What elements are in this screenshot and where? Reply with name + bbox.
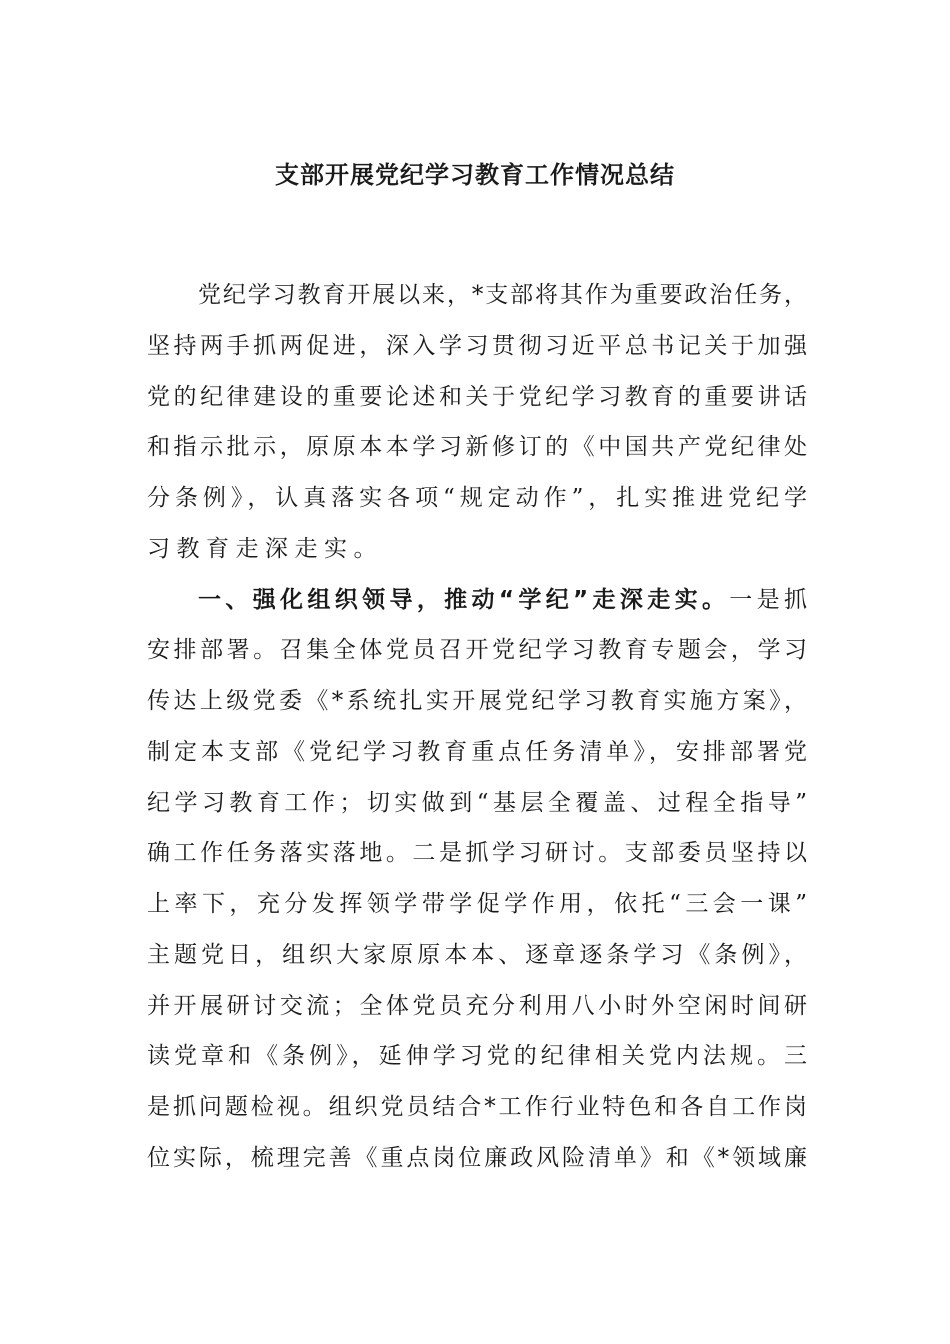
- paragraph-section-one: [147, 575, 807, 1184]
- paragraph-line: 主题党日，组织大家原原本本、逐章逐条学习《条例》，: [147, 941, 807, 968]
- paragraph-line: 习教育走深走实。: [147, 535, 383, 562]
- paragraph-line: 制定本支部《党纪学习教育重点任务清单》，安排部署党: [147, 738, 807, 765]
- paragraph-line: 安排部署。召集全体党员召开党纪学习教育专题会，学习: [147, 637, 807, 664]
- paragraph-line: 党纪学习教育开展以来，*支部将其作为重要政治任务，: [198, 282, 807, 308]
- paragraph-line: 位实际，梳理完善《重点岗位廉政风险清单》和《*领域廉: [147, 1144, 807, 1171]
- paragraph-intro: [147, 270, 807, 575]
- paragraph-line: 读党章和《条例》，延伸学习党的纪律相关党内法规。三: [147, 1043, 807, 1070]
- paragraph-line: 上率下，充分发挥领学带学促学作用，依托“三会一课”: [147, 891, 807, 917]
- paragraph-line: [147, 575, 807, 626]
- paragraph-line: 传达上级党委《*系统扎实开展党纪学习教育实施方案》，: [147, 688, 807, 714]
- paragraph-line: 党的纪律建设的重要论述和关于党纪学习教育的重要讲话: [147, 383, 807, 410]
- document-body: [147, 270, 807, 1184]
- paragraph-line: 纪学习教育工作；切实做到“基层全覆盖、过程全指导”: [147, 789, 807, 816]
- paragraph-line: 是抓问题检视。组织党员结合*工作行业特色和各自工作岗: [147, 1094, 807, 1120]
- section-heading-continuation: 一是抓: [729, 586, 808, 613]
- section-heading: 一、强化组织领导，推动“学纪”走深走实。: [198, 586, 730, 613]
- paragraph-line: 和指示批示，原原本本学习新修订的《中国共产党纪律处: [147, 434, 807, 461]
- document-title: 支部开展党纪学习教育工作情况总结: [275, 161, 675, 189]
- paragraph-line: 坚持两手抓两促进，深入学习贯彻习近平总书记关于加强: [147, 332, 807, 359]
- paragraph-line: 分条例》，认真落实各项“规定动作”，扎实推进党纪学: [147, 485, 807, 511]
- paragraph-line: 并开展研讨交流；全体党员充分利用八小时外空闲时间研: [147, 992, 807, 1019]
- paragraph-line: 确工作任务落实落地。二是抓学习研讨。支部委员坚持以: [147, 840, 807, 867]
